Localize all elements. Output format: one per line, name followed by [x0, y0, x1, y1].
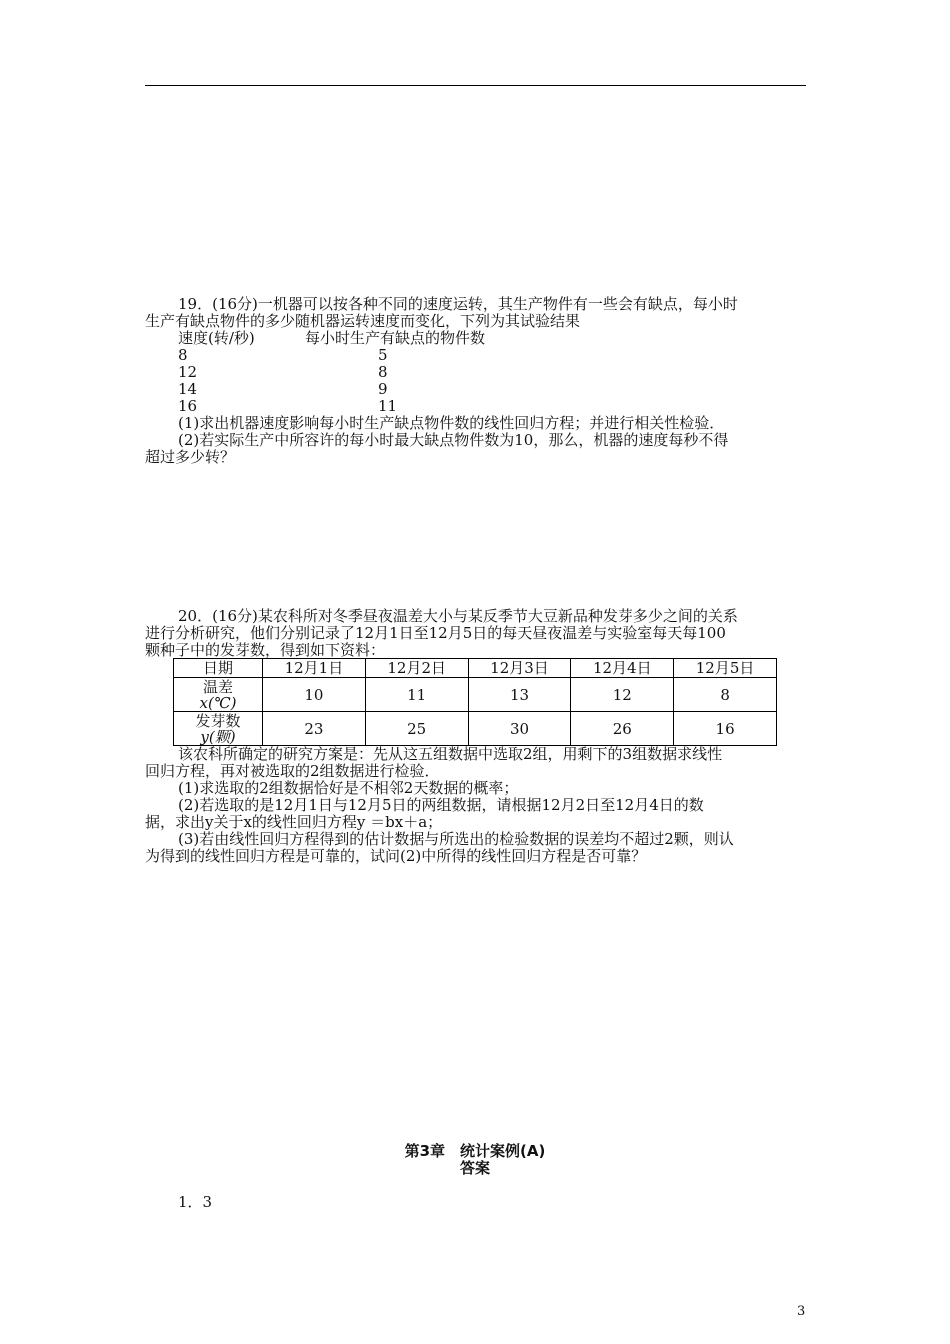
q20-plan-line2: 回归方程，再对被选取的2组数据进行检验．	[145, 762, 440, 780]
q19-defects-cell: 8	[378, 363, 388, 381]
q19-speed-cell: 14	[178, 380, 198, 398]
answer-title: 答案	[459, 1159, 490, 1177]
q19-speed-header: 速度(转/秒)	[178, 329, 255, 347]
q19-part2-line2: 超过多少转？	[145, 448, 236, 466]
sprout-label-cell	[174, 712, 263, 746]
q20-data-table	[173, 658, 777, 746]
q19-speed-cell: 16	[178, 397, 198, 415]
q20-line2: 进行分析研究，他们分别记录了12月1日至12月5日的每天昼夜温差与实验室每天每100	[145, 624, 726, 642]
temp-cell: 8	[674, 678, 777, 712]
q19-speed-cell: 8	[178, 346, 188, 364]
sprout-cell: 16	[674, 712, 777, 746]
q19-line2: 生产有缺点物件的多少随机器运转速度而变化，下列为其试验结果	[145, 312, 581, 330]
temp-label-cell	[174, 678, 263, 712]
q19-defects-header: 每小时生产有缺点的物件数	[305, 329, 486, 347]
q20-part2-line1: (2)若选取的是12月1日与12月5日的两组数据，请根据12月2日至12月4日的数	[178, 796, 704, 814]
temp-cell: 10	[263, 678, 366, 712]
date-cell: 12月3日	[468, 659, 571, 678]
q20-part3-line1: (3)若由线性回归方程得到的估计数据与所选出的检验数据的误差均不超过2颗，则认	[178, 830, 734, 848]
q19-part1: (1)求出机器速度影响每小时生产缺点物件数的线性回归方程；并进行相关性检验．	[178, 414, 725, 432]
q20-line3: 颗种子中的发芽数，得到如下资料：	[145, 641, 386, 659]
q20-plan-line1: 该农科所确定的研究方案是：先从这五组数据中选取2组，用剩下的3组数据求线性	[178, 745, 723, 763]
date-cell: 12月4日	[571, 659, 674, 678]
temp-cell: 12	[571, 678, 674, 712]
date-cell: 12月5日	[674, 659, 777, 678]
temp-label-line1: 温差	[202, 677, 233, 696]
q19-defects-cell: 11	[378, 397, 398, 415]
sprout-label-line2: y(颗)	[200, 727, 236, 746]
q19-part2-line1: (2)若实际生产中所容许的每小时最大缺点物件数为10，那么，机器的速度每秒不得	[178, 431, 729, 449]
chapter-title: 第3章 统计案例(A)	[404, 1142, 546, 1160]
temp-cell: 11	[365, 678, 468, 712]
table-row	[174, 678, 777, 712]
q19-line1: 19．(16分)一机器可以按各种不同的速度运转，其生产物件有一些会有缺点，每小时	[178, 295, 738, 313]
date-label-cell: 日期	[174, 659, 263, 678]
q19-defects-cell: 5	[378, 346, 388, 364]
table-row	[174, 659, 777, 678]
temp-label-line2: x(℃)	[199, 693, 237, 712]
date-cell: 12月2日	[365, 659, 468, 678]
first-answer: 1．3	[178, 1193, 213, 1211]
q19-speed-cell: 12	[178, 363, 198, 381]
table-row	[174, 712, 777, 746]
header-rule	[145, 85, 806, 86]
date-cell: 12月1日	[263, 659, 366, 678]
sprout-label-line1: 发芽数	[195, 711, 241, 730]
q20-line1: 20．(16分)某农科所对冬季昼夜温差大小与某反季节大豆新品种发芽多少之间的关系	[178, 607, 738, 625]
q20-part2-line2: 据，求出y关于x的线性回归方程y ＝bx＋a；	[145, 813, 443, 831]
sprout-cell: 25	[365, 712, 468, 746]
sprout-cell: 30	[468, 712, 571, 746]
sprout-cell: 26	[571, 712, 674, 746]
page-number: 3	[797, 1304, 806, 1319]
temp-cell: 13	[468, 678, 571, 712]
q19-defects-cell: 9	[378, 380, 388, 398]
q20-part1: (1)求选取的2组数据恰好是不相邻2天数据的概率；	[178, 779, 519, 797]
q20-part3-line2: 为得到的线性回归方程是可靠的，试问(2)中所得的线性回归方程是否可靠？	[145, 847, 647, 865]
sprout-cell: 23	[263, 712, 366, 746]
